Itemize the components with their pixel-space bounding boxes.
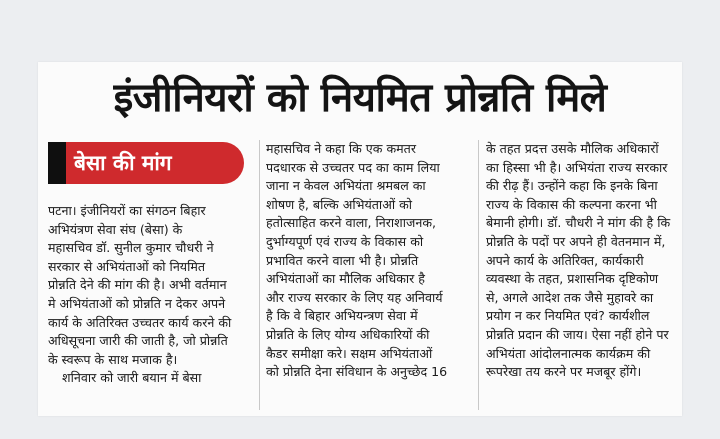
text-line: पटना। इंजीनियरों का संगठन बिहार xyxy=(48,203,206,218)
text-line: के स्वरूप के साथ मजाक है। xyxy=(48,351,178,367)
text-line: से, अगले आदेश तक जैसे मुहावरे का xyxy=(486,289,654,305)
text-line: प्रोन्नति के लिए योग्य अधिकारियों की xyxy=(266,326,430,342)
kicker-text: बेसा की मांग xyxy=(74,151,172,175)
article-column-1 xyxy=(48,202,254,388)
text-line: रूपरेखा तय करने पर मजबूर होंगे। xyxy=(486,364,642,380)
text-line: प्रोन्नति प्रदान की जाय। ऐसा नहीं होने पर xyxy=(486,326,669,342)
newspaper-clipping xyxy=(38,62,682,416)
kicker-black-tab xyxy=(48,142,66,184)
text-line: के तहत प्रदत्त उसके मौलिक अधिकारों xyxy=(486,141,659,156)
text-line: और राज्य सरकार के लिए यह अनिवार्य xyxy=(266,289,443,305)
text-line: प्रयोग न कर नियमित एवं? कार्यशील xyxy=(486,308,650,324)
text-line: जाना न केवल अभियंता श्रमबल का xyxy=(266,178,426,194)
text-line: प्रभावित करने वाला भी है। प्रोन्नति xyxy=(266,252,419,268)
text-line: महासचिव ने कहा कि एक कमतर xyxy=(266,141,416,156)
article-column-3 xyxy=(486,140,676,382)
text-line: प्रोन्नति के पदों पर अपने ही वेतनमान में, xyxy=(486,233,666,249)
headline: इंजीनियरों को नियमित प्रोन्नति मिले xyxy=(113,75,607,121)
text-line: शोषण है, बल्कि अभियंताओं को xyxy=(266,196,413,212)
text-line: दुर्भाग्यपूर्ण एवं राज्य के विकास को xyxy=(266,233,424,249)
column-divider xyxy=(259,140,260,410)
text-line: शनिवार को जारी बयान में बेसा xyxy=(62,370,202,386)
text-line: को प्रोन्नति देना संविधान के अनुच्छेद 16 xyxy=(266,364,448,380)
text-line: कार्य के अतिरिक्त उच्चतर कार्य करने की xyxy=(48,314,232,330)
text-line: हतोत्साहित करने वाला, निराशाजनक, xyxy=(266,215,437,231)
article-column-2 xyxy=(266,140,470,382)
text-line: अधिसूचना जारी की जाती है, जो प्रोन्नति xyxy=(48,333,228,349)
text-line: बेमानी होगी। डॉ. चौधरी ने मांग की है कि xyxy=(486,215,671,231)
text-line: व्यवस्था के तहत, प्रशासनिक दृष्टिकोण xyxy=(486,271,659,287)
text-line: कैडर समीक्षा करे। सक्षम अभियंताओं xyxy=(266,345,433,361)
column-divider xyxy=(478,140,479,410)
text-line: है कि वे बिहार अभियन्त्रण सेवा में xyxy=(266,308,418,324)
text-line: की रीढ़ हैं। उन्होंने कहा कि इनके बिना xyxy=(486,178,658,194)
text-line: राज्य के विकास की कल्पना करना भी xyxy=(486,196,657,212)
text-line: प्रोन्नति देने की मांग की है। अभी वर्तमान xyxy=(48,277,227,293)
text-line: महासचिव डॉ. सुनील कुमार चौधरी ने xyxy=(48,240,214,256)
text-line: अभियंत्रण सेवा संघ (बेसा) के xyxy=(48,221,183,237)
text-line: अभियंता आंदोलनात्मक कार्यक्रम की xyxy=(486,345,651,361)
text-line: सरकार से अभियंताओं को नियमित xyxy=(48,258,206,274)
kicker-banner xyxy=(48,142,244,184)
text-line: पदधारक से उच्चतर पद का काम लिया xyxy=(266,159,440,175)
text-line: अभियंताओं का मौलिक अधिकार है xyxy=(266,271,425,287)
text-line: मे अभियंताओं को प्रोन्नति न देकर अपने xyxy=(48,295,226,311)
text-line: अपने कार्य के अतिरिक्त, कार्यकारी xyxy=(486,252,644,268)
text-line: का हिस्सा भी है। अभियंता राज्य सरकार xyxy=(486,159,668,175)
